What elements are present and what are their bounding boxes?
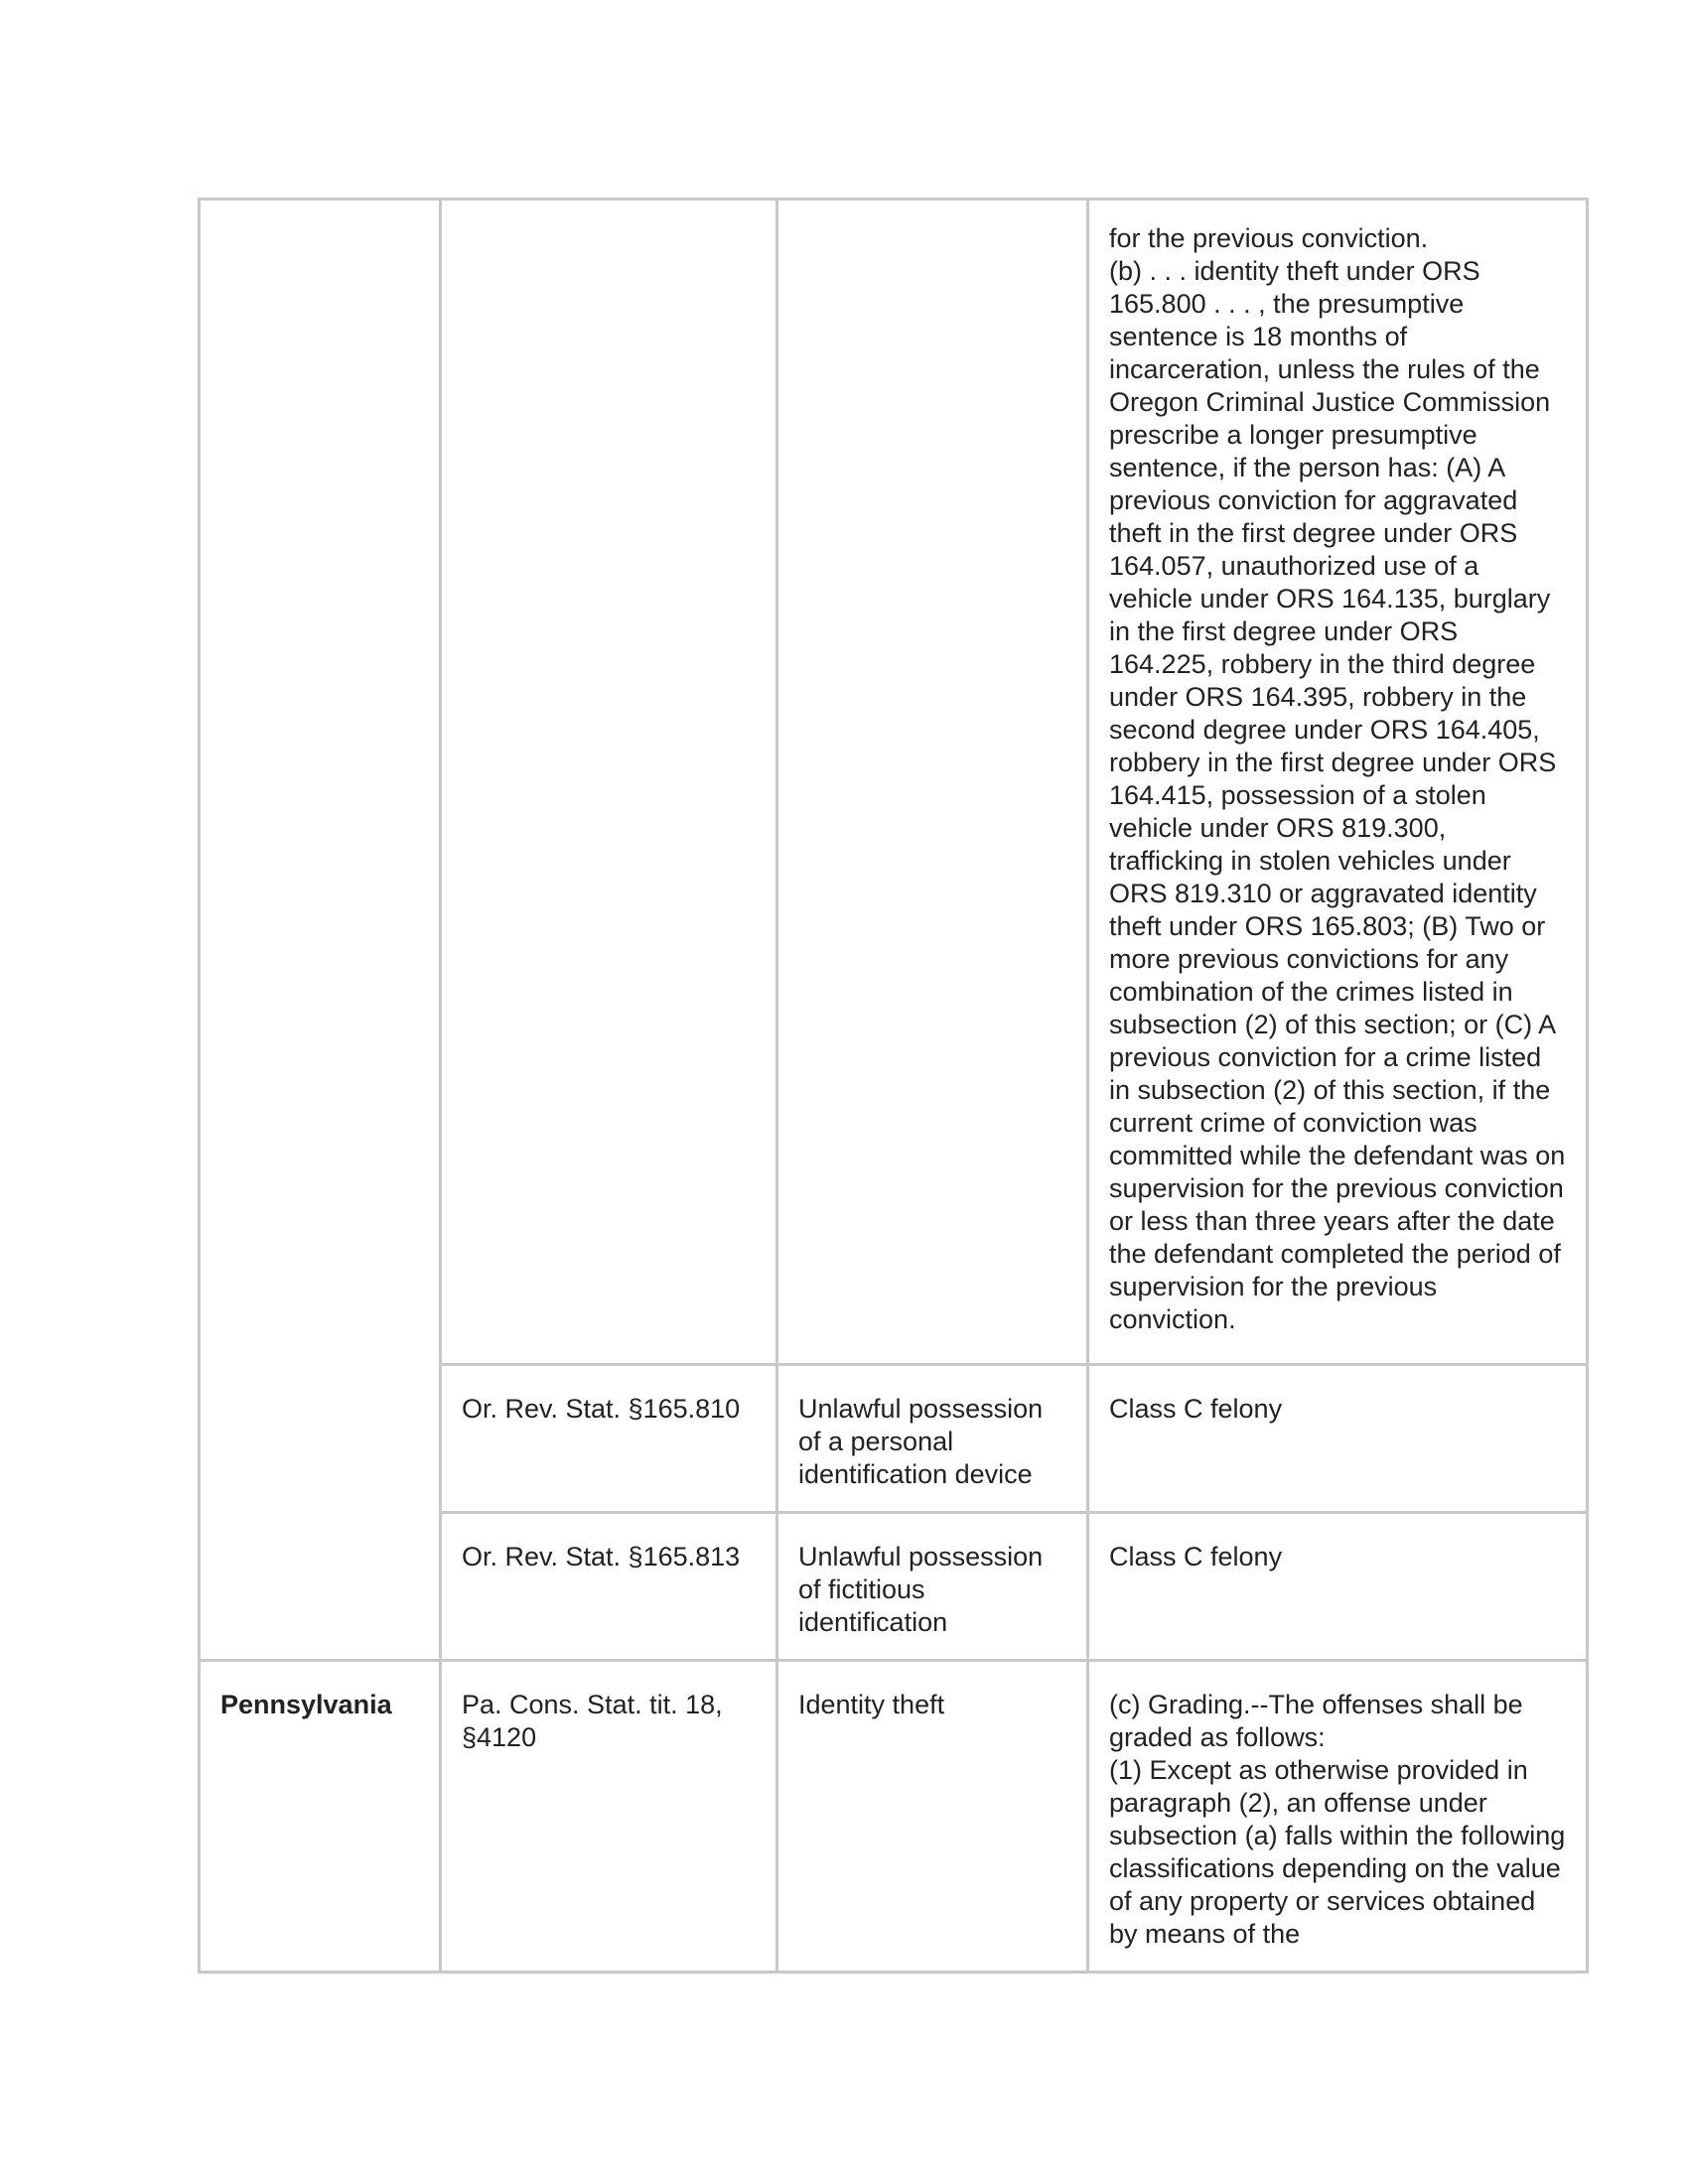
statute-cell: Or. Rev. Stat. §165.810 — [441, 1365, 777, 1513]
document-page — [198, 198, 1581, 1974]
classification-text: (b) . . . identity theft under ORS 165.800 . . . , the presumptive sentence is 18 months of incarceration, unless the rules of the Oregon Criminal Justice Commission prescribe a longer presumptive sentence, if the person has: (A) A previous conviction for aggravated theft in the first degree under ORS 164.057, unauthorized use of a vehicle under ORS 164.135, burglary in the first degree under ORS 164.225, robbery in the third degree under ORS 164.395, robbery in the second degree under ORS 164.405, robbery in the first degree under ORS 164.415, possession of a stolen vehicle under ORS 819.300, trafficking in stolen vehicles under ORS 819.310 or aggravated identity theft under ORS 165.803; (B) Two or more previous convictions for any combination of the crimes listed in subsection (2) of this section; or (C) A previous conviction for a crime listed in subsection (2) of this section, if the current crime of conviction was committed while the defendant was on supervision for the previous conviction or less than three years after the date the defendant completed the period of supervision for the previous conviction. — [1109, 256, 1566, 1334]
table-row — [200, 200, 1588, 1365]
crime-cell — [777, 200, 1088, 1365]
classification-text: for the previous conviction. — [1109, 223, 1429, 253]
state-cell: Pennsylvania — [200, 1661, 441, 1973]
statute-cell: Pa. Cons. Stat. tit. 18, §4120 — [441, 1661, 777, 1973]
classification-cell — [1088, 200, 1588, 1365]
classification-text: Class C felony — [1109, 1542, 1283, 1571]
classification-text: (c) Grading.--The offenses shall be graded as follows: — [1109, 1690, 1523, 1752]
state-cell — [200, 200, 441, 1661]
classification-cell — [1088, 1661, 1588, 1973]
crime-cell: Identity theft — [777, 1661, 1088, 1973]
classification-cell — [1088, 1365, 1588, 1513]
classification-text: Class C felony — [1109, 1394, 1283, 1424]
statute-cell — [441, 200, 777, 1365]
table-row — [200, 1661, 1588, 1973]
classification-cell — [1088, 1513, 1588, 1661]
statute-cell: Or. Rev. Stat. §165.813 — [441, 1513, 777, 1661]
crime-cell: Unlawful possession of a personal identification device — [777, 1365, 1088, 1513]
classification-text: (1) Except as otherwise provided in paragraph (2), an offense under subsection (a) falls within the following classifications depending on the value of any property or services obtained by means of the — [1109, 1755, 1566, 1949]
crime-cell: Unlawful possession of fictitious identification — [777, 1513, 1088, 1661]
statute-table — [198, 198, 1589, 1974]
